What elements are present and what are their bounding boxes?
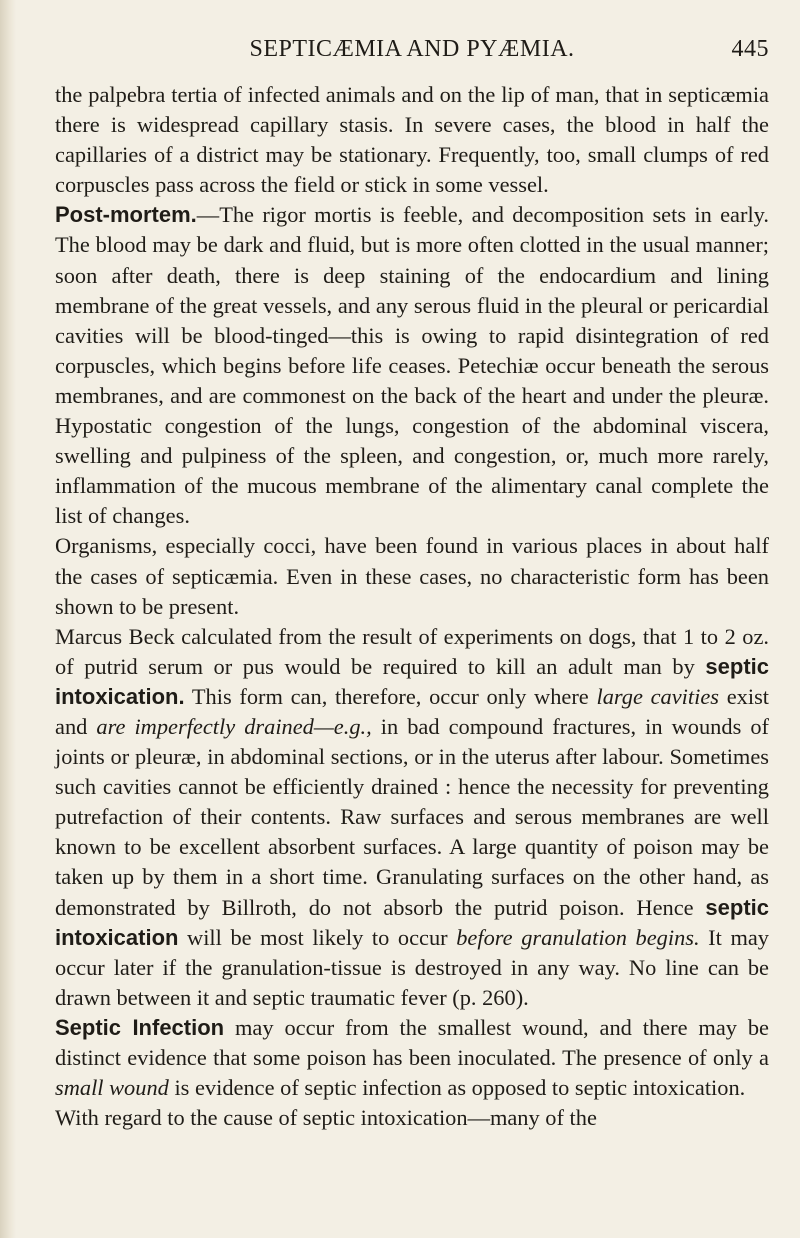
bold-term: Post-mortem. [55, 202, 197, 228]
paragraph-6 [55, 1103, 769, 1133]
bold-term: Septic Infection [55, 1014, 225, 1040]
italic-phrase: before granulation begins. [456, 924, 700, 950]
bold-term: septic intoxication. [55, 653, 769, 709]
text-run: Marcus Beck calculated from the result of experiments on dogs, that 1 to 2 oz. of putrid serum or pus would be required to kill an adult man by [55, 623, 769, 679]
paragraph-4 [55, 622, 769, 1013]
text-run: will be most likely to occur [178, 924, 457, 950]
page-spine-shadow [0, 0, 16, 1238]
paragraph-5 [55, 1013, 769, 1103]
text-run: exist and [55, 683, 769, 739]
text-run: —The rigor mortis is feeble, and decomposition sets in early. The blood may be dark and fluid, but is more often clotted in the usual manner; soon after death, there is deep staining of the endocardium and lining membrane of the great vessels, and any serous fluid in the pleural or pericardial cavities will be blood-tinged—this is owing to rapid disintegration of red corpuscles, which begins before life ceases. Petechiæ occur beneath the serous membranes, and are commonest on the back of the heart and under the pleuræ. Hypostatic congestion of the lungs, congestion of the abdominal viscera, swelling and pulpiness of the spleen, and congestion, or, much more rarely, inflammation of the mucous membrane of the alimentary canal complete the list of changes. [55, 202, 769, 529]
running-header [55, 36, 769, 66]
text-run: This form can, therefore, occur only where [184, 683, 597, 709]
paragraph-2 [55, 200, 769, 531]
book-page [55, 36, 769, 1133]
italic-phrase: are imperfectly drained—e.g., [96, 713, 372, 739]
text-run: the palpebra tertia of infected animals and on the lip of man, that in septicæmia there is widespread capillary stasis. In severe cases, the blood in half the capillaries of a district may be stationary. Frequently, too, small clumps of red corpuscles pass across the field or stick in some vessel. [55, 82, 769, 198]
page-body [55, 80, 769, 1133]
italic-phrase: small wound [55, 1075, 169, 1101]
text-run: in bad compound fractures, in wounds of joints or pleuræ, in abdominal sections, or in the uterus after labour. Sometimes such cavities cannot be efficiently drained : hence the necessity for preventing putrefaction of their contents. Raw surfaces and serous membranes are well known to be excellent absorbent surfaces. A large quantity of poison may be taken up by them in a short time. Granulating surfaces on the other hand, as demonstrated by Billroth, do not absorb the putrid poison. Hence [55, 713, 769, 920]
page-number: 445 [731, 36, 769, 62]
text-run: may occur from the smallest wound, and there may be distinct evidence that some poison has been inoculated. The presence of only a [55, 1014, 769, 1070]
paragraph-1 [55, 80, 769, 200]
paragraph-3 [55, 531, 769, 621]
text-run: is evidence of septic infection as opposed to septic intoxication. [168, 1075, 746, 1101]
text-run: With regard to the cause of septic intoxication—many of the [55, 1105, 597, 1131]
italic-phrase: large cavities [596, 683, 719, 709]
text-run: Organisms, especially cocci, have been found in various places in about half the cases of septicæmia. Even in these cases, no characteristic form has been shown to be present. [55, 533, 769, 619]
bold-term: septic intoxication [55, 894, 769, 950]
text-run: It may occur later if the granulation-tissue is destroyed in any way. No line can be drawn between it and septic traumatic fever (p. 260). [55, 924, 769, 1010]
running-title: SEPTICÆMIA AND PYÆMIA. [249, 36, 575, 62]
